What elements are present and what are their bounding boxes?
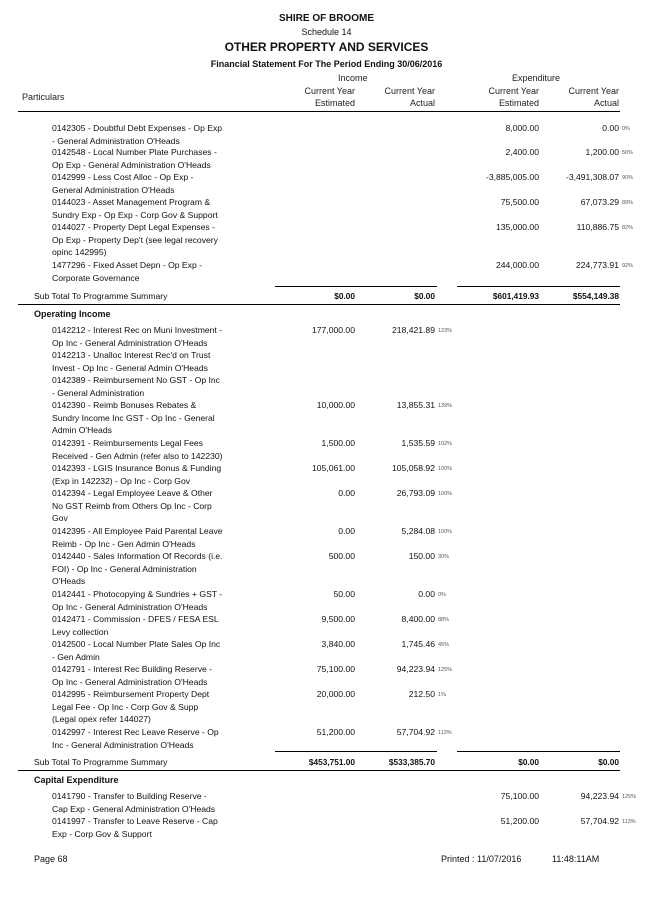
- printed-time: 11:48:11AM: [552, 854, 600, 864]
- row-description: 0141790 - Transfer to Building Reserve - Cap Exp - General Administration O'Heads: [52, 791, 216, 814]
- row-description: 0142471 - Commission - DFES / FESA ESL Levy collection: [52, 614, 219, 637]
- subtotal-2-income-rule: [275, 751, 437, 752]
- section-operating-income: Operating Income: [34, 309, 111, 319]
- income-percent-cell: 102%: [438, 441, 453, 447]
- report-title: OTHER PROPERTY AND SERVICES: [224, 40, 429, 54]
- expenditure-estimated-cell: 75,100.00: [500, 791, 539, 801]
- subtotal-2-expenditure-estimated: $0.00: [518, 757, 539, 767]
- subtotal-1-income-rule: [275, 286, 437, 287]
- income-actual-cell: 8,400.00: [401, 614, 435, 624]
- expenditure-percent-cell: 125%: [622, 794, 637, 800]
- income-percent-cell: 125%: [438, 667, 453, 673]
- expenditure-estimated-cell: 244,000.00: [495, 260, 539, 270]
- income-actual-cell: 105,058.92: [391, 463, 435, 473]
- income-estimated-header-line1: Current Year: [304, 86, 355, 96]
- expenditure-percent-cell: 82%: [622, 225, 634, 231]
- income-percent-cell: 113%: [438, 730, 452, 736]
- income-actual-header-line2: Actual: [409, 98, 435, 108]
- expenditure-actual-header-line1: Current Year: [568, 86, 619, 96]
- income-actual-cell: 57,704.92: [396, 727, 435, 737]
- expenditure-percent-cell: 0%: [622, 126, 630, 132]
- expenditure-percent-cell: 113%: [622, 819, 636, 825]
- subtotal-2-income-estimated: $453,751.00: [308, 757, 355, 767]
- row-description: 0142394 - Legal Employee Leave & Other No GST Reimb from Others Op Inc - Corp Gov: [52, 488, 213, 523]
- income-actual-cell: 13,855.31: [396, 400, 435, 410]
- expenditure-percent-cell: 50%: [622, 150, 634, 156]
- income-estimated-cell: 50.00: [333, 589, 355, 599]
- row-description: 0142213 - Unalloc Interest Rec'd on Trust Invest - Op Inc - General Admin O'Heads: [52, 350, 211, 373]
- subtotal-1-divider: [18, 304, 620, 305]
- income-actual-cell: 5,284.08: [401, 526, 435, 536]
- row-description: 0141997 - Transfer to Leave Reserve - Cap Exp - Corp Gov & Support: [52, 816, 218, 839]
- income-percent-cell: 1%: [438, 692, 446, 698]
- expenditure-percent-cell: 89%: [622, 200, 634, 206]
- row-description: 0144027 - Property Dept Legal Expenses - Op Exp - Property Dep't (see legal recovery opinc 142995): [52, 222, 218, 257]
- income-estimated-cell: 20,000.00: [316, 689, 355, 699]
- expenditure-actual-cell: -3,491,308.07: [565, 172, 619, 182]
- income-actual-cell: 150.00: [408, 551, 435, 561]
- row-description: 0142305 - Doubtful Debt Expenses - Op Exp - General Administration O'Heads: [52, 123, 223, 146]
- income-estimated-cell: 0.00: [338, 526, 355, 536]
- income-actual-cell: 0.00: [418, 589, 435, 599]
- row-description: 0142391 - Reimbursements Legal Fees Received - Gen Admin (refer also to 142230): [52, 438, 223, 461]
- subtotal-1-expenditure-estimated: $601,419.93: [492, 291, 539, 301]
- subtotal-1-expenditure-actual: $554,149.38: [572, 291, 619, 301]
- income-estimated-cell: 3,840.00: [321, 639, 355, 649]
- income-percent-cell: 139%: [438, 403, 453, 409]
- subtotal-1-expenditure-rule: [457, 286, 620, 287]
- income-percent-cell: 88%: [438, 617, 450, 623]
- expenditure-header: Expenditure: [512, 73, 561, 83]
- row-description: 0142440 - Sales Information Of Records (i.e. FOI) - Op Inc - General Administration O'Heads: [52, 551, 223, 586]
- income-estimated-cell: 1,500.00: [321, 438, 355, 448]
- expenditure-actual-cell: 224,773.91: [575, 260, 619, 270]
- printed-date: Printed : 11/07/2016: [441, 854, 522, 864]
- section-capital-expenditure: Capital Expenditure: [34, 775, 119, 785]
- expenditure-actual-cell: 110,886.75: [576, 222, 619, 232]
- row-description: 0142791 - Interest Rec Building Reserve - Op Inc - General Administration O'Heads: [52, 664, 213, 687]
- income-estimated-cell: 105,061.00: [311, 463, 355, 473]
- schedule-label: Schedule 14: [301, 27, 352, 37]
- subtotal-1-income-estimated: $0.00: [334, 291, 355, 301]
- expenditure-actual-cell: 94,223.94: [580, 791, 619, 801]
- income-estimated-cell: 9,500.00: [321, 614, 355, 624]
- income-percent-cell: 100%: [438, 491, 453, 497]
- income-estimated-cell: 10,000.00: [316, 400, 355, 410]
- income-estimated-cell: 51,200.00: [316, 727, 355, 737]
- expenditure-actual-header-line2: Actual: [593, 98, 619, 108]
- income-actual-cell: 212.50: [408, 689, 435, 699]
- income-percent-cell: 0%: [438, 592, 446, 598]
- expenditure-actual-cell: 0.00: [602, 123, 619, 133]
- income-percent-cell: 123%: [438, 328, 453, 334]
- particulars-header: Particulars: [22, 92, 65, 102]
- subtotal-2-divider: [18, 770, 620, 771]
- income-percent-cell: 100%: [438, 466, 453, 472]
- report-period: Financial Statement For The Period Ending 30/06/2016: [210, 59, 443, 69]
- subtotal-2-expenditure-rule: [457, 751, 620, 752]
- organisation-name: SHIRE OF BROOME: [278, 13, 374, 24]
- row-description: 0144023 - Asset Management Program & Sundry Exp - Op Exp - Corp Gov & Support: [52, 197, 218, 220]
- income-percent-cell: 45%: [438, 642, 450, 648]
- row-description: 0142500 - Local Number Plate Sales Op Inc - Gen Admin: [52, 639, 221, 662]
- subtotal-2-label: Sub Total To Programme Summary: [34, 757, 168, 767]
- row-description: 0142395 - All Employee Paid Parental Leave Reimb - Op Inc - Gen Admin O'Heads: [52, 526, 223, 549]
- income-estimated-cell: 177,000.00: [311, 325, 355, 335]
- expenditure-estimated-cell: 75,500.00: [500, 197, 539, 207]
- income-actual-cell: 1,535.59: [401, 438, 435, 448]
- expenditure-estimated-cell: 51,200.00: [500, 816, 539, 826]
- row-description: 0142441 - Photocopying & Sundries + GST - Op Inc - General Administration O'Heads: [52, 589, 223, 612]
- income-percent-cell: 30%: [438, 554, 450, 560]
- expenditure-percent-cell: 92%: [622, 263, 634, 269]
- income-actual-cell: 94,223.94: [396, 664, 435, 674]
- subtotal-2-income-actual: $533,385.70: [388, 757, 435, 767]
- income-actual-cell: 218,421.89: [391, 325, 435, 335]
- income-estimated-cell: 0.00: [338, 488, 355, 498]
- expenditure-estimated-cell: -3,885,005.00: [485, 172, 539, 182]
- expenditure-estimated-cell: 8,000.00: [505, 123, 539, 133]
- row-description: 0142997 - Interest Rec Leave Reserve - Op Inc - General Administration O'Heads: [52, 727, 219, 750]
- expenditure-estimated-cell: 2,400.00: [505, 147, 539, 157]
- income-actual-header-line1: Current Year: [384, 86, 435, 96]
- income-estimated-cell: 75,100.00: [316, 664, 355, 674]
- expenditure-estimated-header-line1: Current Year: [488, 86, 539, 96]
- expenditure-actual-cell: 57,704.92: [580, 816, 619, 826]
- income-percent-cell: 100%: [438, 529, 453, 535]
- row-description: 0142548 - Local Number Plate Purchases - Op Exp - General Administration O'Heads: [52, 147, 217, 170]
- subtotal-2-expenditure-actual: $0.00: [598, 757, 619, 767]
- expenditure-percent-cell: 90%: [622, 175, 634, 181]
- row-description: 0142212 - Interest Rec on Muni Investment - Op Inc - General Administration O'Heads: [52, 325, 223, 348]
- row-description: 0142995 - Reimbursement Property Dept Legal Fee - Op Inc - Corp Gov & Supp (Legal opex refer 144027): [52, 689, 210, 724]
- income-actual-cell: 1,745.46: [401, 639, 435, 649]
- row-description: 1477296 - Fixed Asset Depn - Op Exp - Corporate Governance: [52, 260, 202, 283]
- expenditure-estimated-header-line2: Estimated: [498, 98, 539, 108]
- income-estimated-cell: 500.00: [328, 551, 355, 561]
- expenditure-actual-cell: 67,073.29: [580, 197, 619, 207]
- income-header: Income: [338, 73, 368, 83]
- row-description: 0142390 - Reimb Bonuses Rebates & Sundry Income Inc GST - Op Inc - General Admin O'Heads: [52, 400, 215, 435]
- row-description: 0142999 - Less Cost Alloc - Op Exp - General Administration O'Heads: [52, 172, 194, 195]
- row-description: 0142393 - LGIS Insurance Bonus & Funding (Exp in 142232) - Op Inc - Corp Gov: [52, 463, 222, 486]
- expenditure-actual-cell: 1,200.00: [585, 147, 619, 157]
- subtotal-1-label: Sub Total To Programme Summary: [34, 291, 168, 301]
- subtotal-1-income-actual: $0.00: [414, 291, 435, 301]
- income-actual-cell: 26,793.09: [396, 488, 435, 498]
- row-description: 0142389 - Reimbursement No GST - Op Inc - General Administration: [52, 375, 220, 398]
- income-estimated-header-line2: Estimated: [314, 98, 355, 108]
- expenditure-estimated-cell: 135,000.00: [495, 222, 539, 232]
- page-number: Page 68: [34, 854, 68, 864]
